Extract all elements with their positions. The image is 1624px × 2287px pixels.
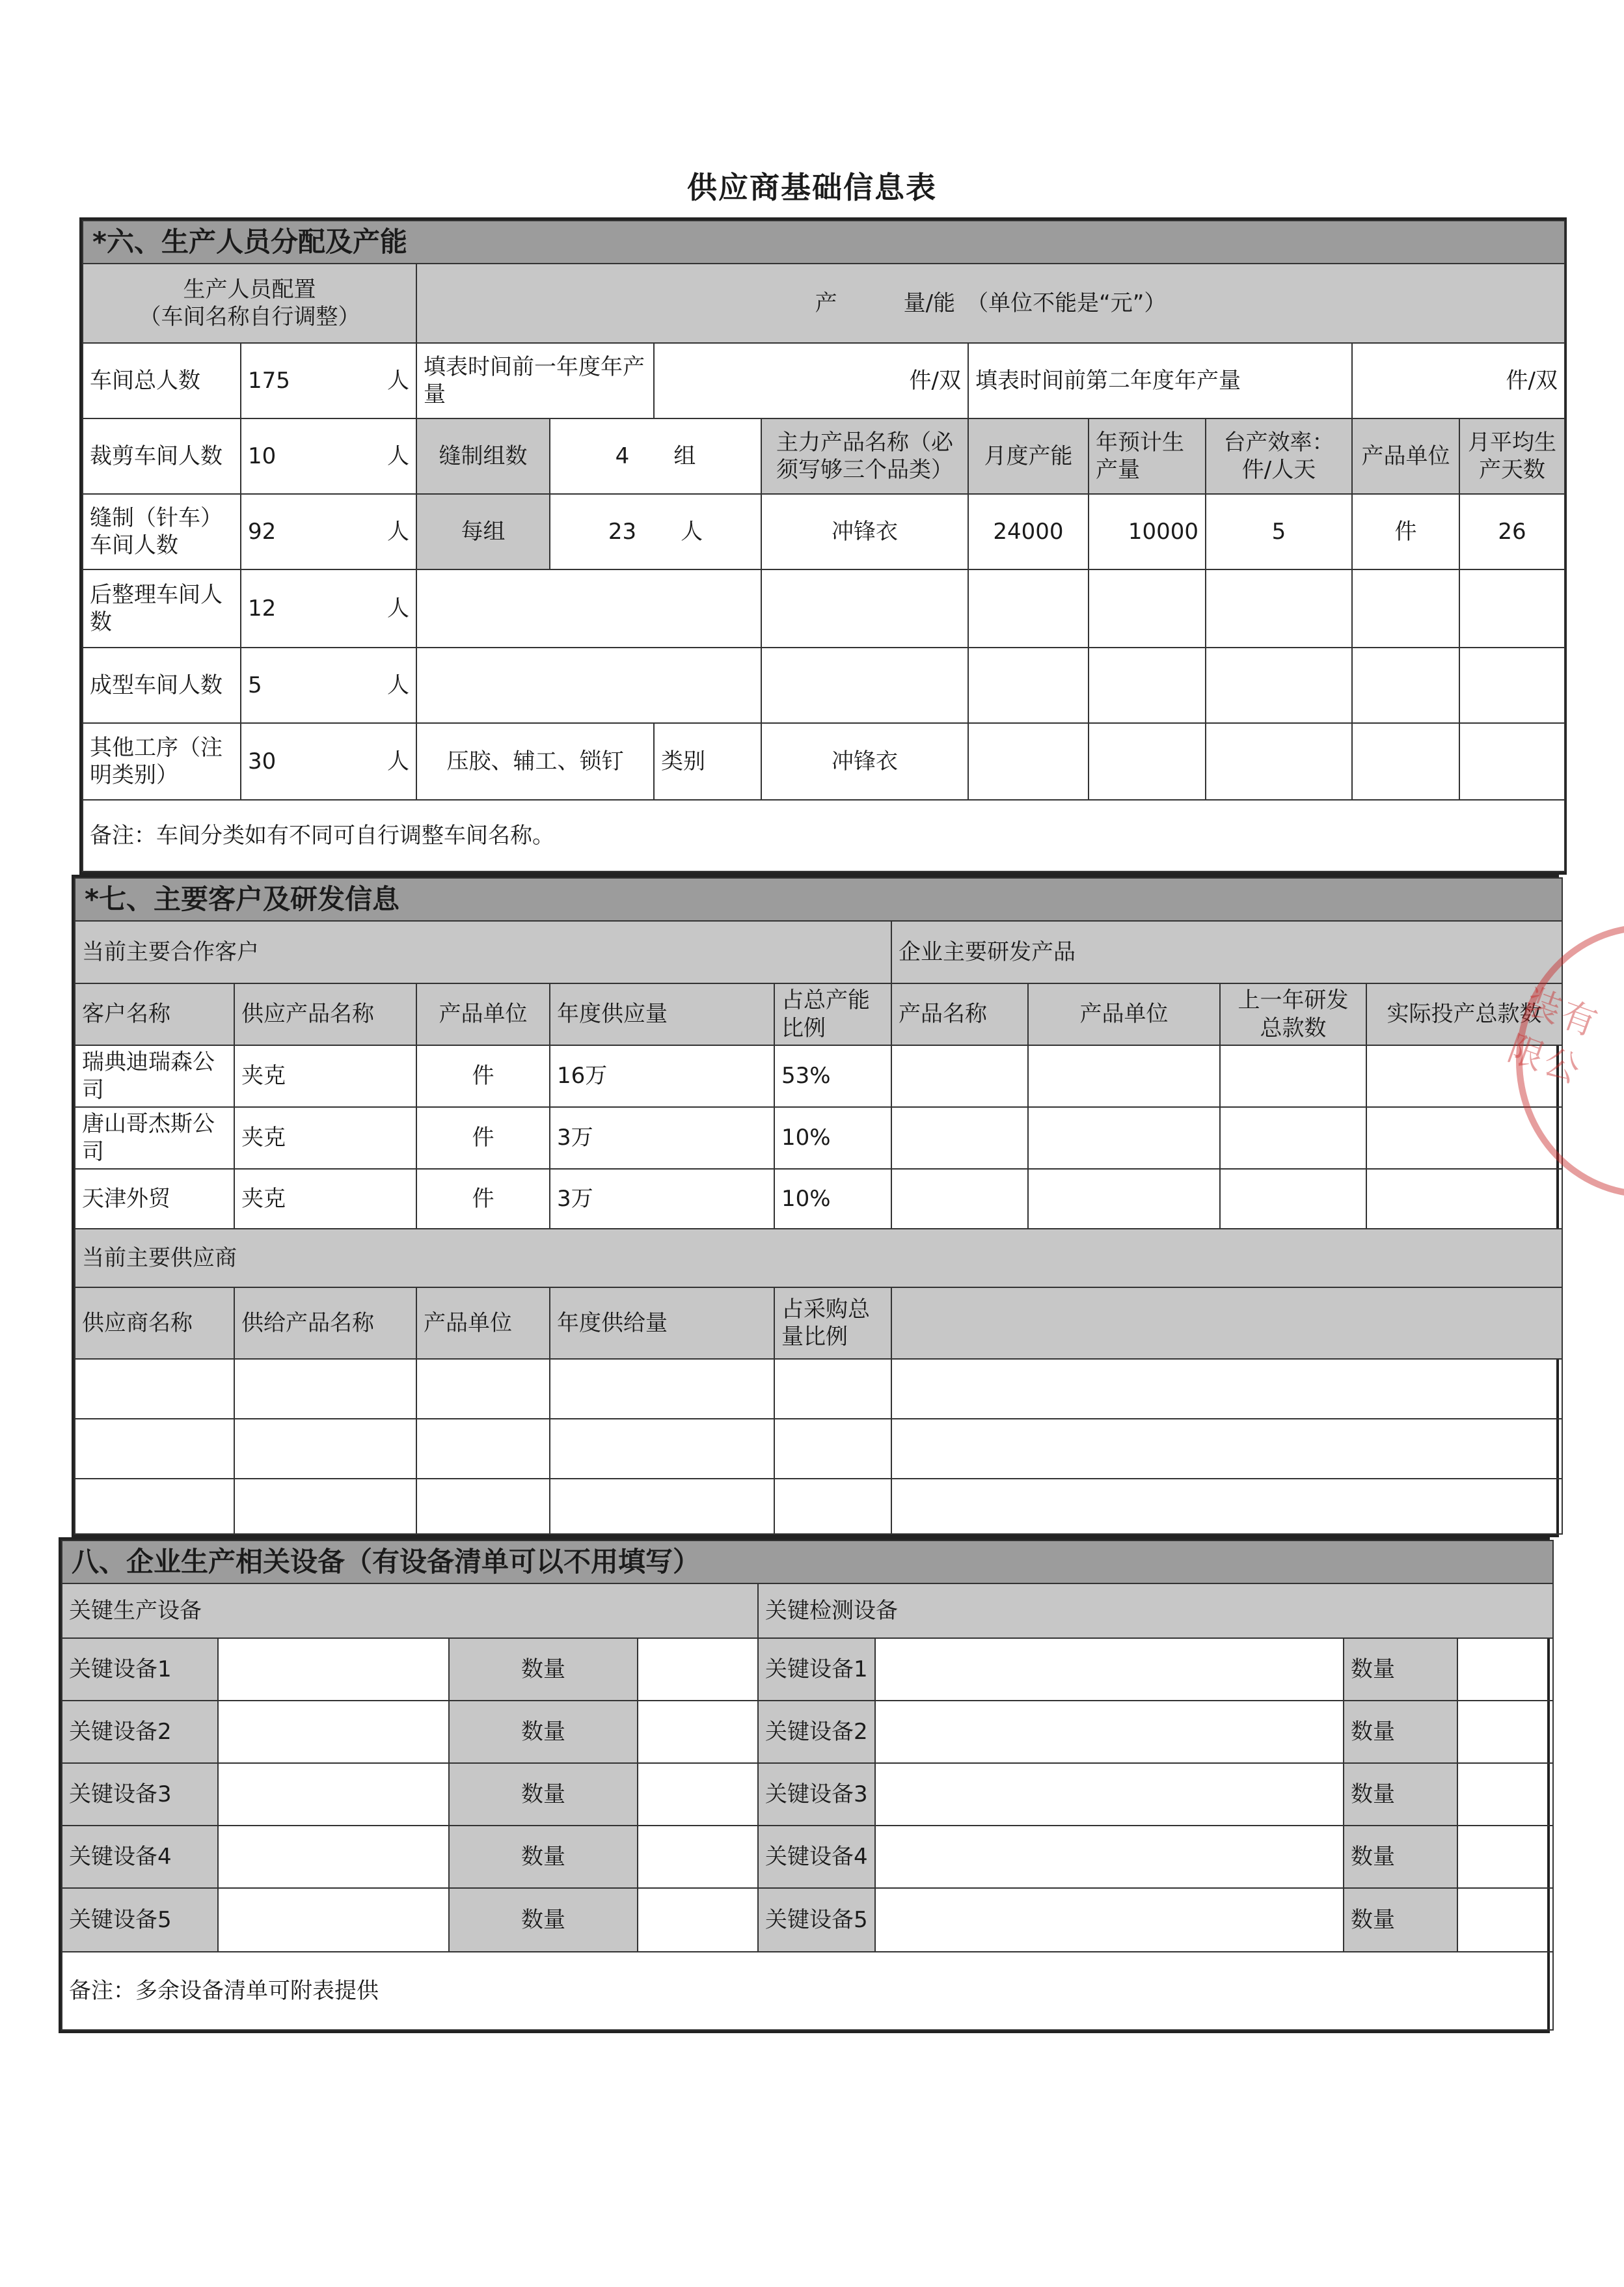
rd-col-produced: 实际投产总款数 bbox=[1366, 983, 1562, 1045]
total-staff-label: 车间总人数 bbox=[83, 343, 241, 418]
prod-device-input[interactable] bbox=[218, 1888, 449, 1952]
empty-cell[interactable] bbox=[1366, 1169, 1562, 1229]
product-unit-cell[interactable]: 件 bbox=[1352, 494, 1459, 569]
test-qty-input[interactable] bbox=[1457, 1826, 1553, 1888]
customer-product[interactable]: 夹克 bbox=[234, 1107, 416, 1169]
test-device-input[interactable] bbox=[875, 1701, 1344, 1763]
prod-qty-input[interactable] bbox=[638, 1701, 758, 1763]
rd-label: 企业主要研发产品 bbox=[891, 921, 1562, 983]
test-device-label: 关键设备1 bbox=[758, 1638, 875, 1701]
other-staff-value[interactable]: 30 人 bbox=[241, 723, 416, 800]
category-label: 类别 bbox=[654, 723, 761, 800]
test-device-label: 关键设备2 bbox=[758, 1701, 875, 1763]
section6-note: 备注：车间分类如有不同可自行调整车间名称。 bbox=[83, 800, 1565, 871]
prod-device-label: 关键设备2 bbox=[62, 1701, 218, 1763]
empty-cell[interactable] bbox=[1089, 648, 1206, 723]
cust-col-name: 客户名称 bbox=[75, 983, 234, 1045]
section8-header: 八、企业生产相关设备（有设备清单可以不用填写） bbox=[62, 1541, 1553, 1583]
empty-cell[interactable] bbox=[774, 1419, 891, 1479]
qty-label: 数量 bbox=[1344, 1888, 1457, 1952]
cust-col-product: 供应产品名称 bbox=[234, 983, 416, 1045]
finishing-staff-value[interactable]: 12 人 bbox=[241, 569, 416, 648]
other-process-cell[interactable]: 压胶、辅工、锁钉 bbox=[416, 723, 654, 800]
empty-cell[interactable] bbox=[891, 1479, 1562, 1534]
molding-staff-label: 成型车间人数 bbox=[83, 648, 241, 723]
empty-cell[interactable] bbox=[416, 1479, 550, 1534]
other-staff-label: 其他工序（注明类别） bbox=[83, 723, 241, 800]
sup-col-unit: 产品单位 bbox=[416, 1287, 550, 1359]
empty-cell[interactable] bbox=[968, 648, 1089, 723]
test-device-input[interactable] bbox=[875, 1888, 1344, 1952]
empty-cell[interactable] bbox=[1459, 723, 1565, 800]
prev2-year-label: 填表时间前第二年度年产量 bbox=[968, 343, 1352, 418]
empty-cell[interactable] bbox=[550, 1419, 774, 1479]
empty-cell[interactable] bbox=[891, 1107, 1028, 1169]
sup-blank-header bbox=[891, 1287, 1562, 1359]
qty-label: 数量 bbox=[1344, 1763, 1457, 1826]
prod-qty-input[interactable] bbox=[638, 1763, 758, 1826]
capacity-header: 产 量/能 （单位不能是“元”） bbox=[416, 264, 1565, 343]
test-device-label: 关键设备5 bbox=[758, 1888, 875, 1952]
test-device-input[interactable] bbox=[875, 1826, 1344, 1888]
empty-cell[interactable] bbox=[891, 1169, 1028, 1229]
staff-config-header: 生产人员配置 （车间名称自行调整） bbox=[83, 264, 416, 343]
empty-cell[interactable] bbox=[1220, 1045, 1366, 1107]
sewing-groups-value[interactable]: 4 组 bbox=[550, 418, 761, 494]
production-equipment-label: 关键生产设备 bbox=[62, 1583, 758, 1638]
avg-days-cell[interactable]: 26 bbox=[1459, 494, 1565, 569]
empty-cell[interactable] bbox=[1352, 723, 1459, 800]
table-row bbox=[75, 1479, 1562, 1534]
section-production-capacity bbox=[79, 217, 1567, 875]
customer-name[interactable]: 唐山哥杰斯公司 bbox=[75, 1107, 234, 1169]
empty-cell[interactable] bbox=[416, 569, 761, 648]
test-qty-input[interactable] bbox=[1457, 1888, 1553, 1952]
customer-ratio[interactable]: 53% bbox=[774, 1045, 891, 1107]
efficiency-header: 台产效率：件/人天 bbox=[1206, 418, 1352, 494]
rd-col-unit: 产品单位 bbox=[1028, 983, 1220, 1045]
customer-qty[interactable]: 16万 bbox=[550, 1045, 774, 1107]
total-staff-value[interactable]: 175 人 bbox=[241, 343, 416, 418]
cust-col-ratio: 占总产能比例 bbox=[774, 983, 891, 1045]
test-device-label: 关键设备4 bbox=[758, 1826, 875, 1888]
empty-cell[interactable] bbox=[1206, 648, 1352, 723]
customer-name[interactable]: 瑞典迪瑞森公司 bbox=[75, 1045, 234, 1107]
empty-cell[interactable] bbox=[75, 1479, 234, 1534]
customer-product[interactable]: 夹克 bbox=[234, 1045, 416, 1107]
seal-text: 装有限公 bbox=[1502, 980, 1605, 1092]
section7-header: *七、主要客户及研发信息 bbox=[75, 878, 1562, 921]
prod-device-label: 关键设备4 bbox=[62, 1826, 218, 1888]
empty-cell[interactable] bbox=[761, 648, 968, 723]
sup-col-product: 供给产品名称 bbox=[234, 1287, 416, 1359]
sewing-staff-label: 缝制（针车）车间人数 bbox=[83, 494, 241, 569]
empty-cell[interactable] bbox=[1220, 1169, 1366, 1229]
prod-device-label: 关键设备5 bbox=[62, 1888, 218, 1952]
empty-cell[interactable] bbox=[234, 1359, 416, 1419]
empty-cell[interactable] bbox=[1459, 648, 1565, 723]
empty-cell[interactable] bbox=[75, 1359, 234, 1419]
table-row bbox=[75, 1419, 1562, 1479]
rd-col-last-year: 上一年研发总款数 bbox=[1220, 983, 1366, 1045]
qty-label: 数量 bbox=[449, 1701, 638, 1763]
table-row bbox=[75, 1045, 1562, 1107]
qty-label: 数量 bbox=[1344, 1826, 1457, 1888]
qty-label: 数量 bbox=[449, 1638, 638, 1701]
empty-cell[interactable] bbox=[234, 1419, 416, 1479]
prev2-year-output[interactable]: 件/双 bbox=[1352, 343, 1565, 418]
empty-cell[interactable] bbox=[1352, 648, 1459, 723]
table-row bbox=[75, 1107, 1562, 1169]
avg-days-header: 月平均生产天数 bbox=[1459, 418, 1565, 494]
table-row bbox=[62, 1826, 1553, 1888]
sewing-staff-value[interactable]: 92 人 bbox=[241, 494, 416, 569]
table-row bbox=[75, 1359, 1562, 1419]
page-title: 供应商基础信息表 bbox=[687, 170, 937, 205]
section8-note: 备注：多余设备清单可附表提供 bbox=[62, 1952, 1553, 2030]
molding-staff-value[interactable]: 5 人 bbox=[241, 648, 416, 723]
empty-cell[interactable] bbox=[774, 1479, 891, 1534]
cutting-staff-label: 裁剪车间人数 bbox=[83, 418, 241, 494]
prod-device-input[interactable] bbox=[218, 1826, 449, 1888]
customer-ratio[interactable]: 10% bbox=[774, 1169, 891, 1229]
section-customers-rd bbox=[72, 875, 1559, 1537]
prod-device-label: 关键设备1 bbox=[62, 1638, 218, 1701]
monthly-capacity-header: 月度产能 bbox=[968, 418, 1089, 494]
efficiency-cell[interactable]: 5 bbox=[1206, 494, 1352, 569]
test-device-input[interactable] bbox=[875, 1763, 1344, 1826]
section-equipment bbox=[59, 1537, 1550, 2033]
sewing-groups-label: 缝制组数 bbox=[416, 418, 550, 494]
suppliers-label: 当前主要供应商 bbox=[75, 1229, 1562, 1287]
monthly-capacity-cell[interactable]: 24000 bbox=[968, 494, 1089, 569]
table-row bbox=[62, 1701, 1553, 1763]
prev-year-label: 填表时间前一年度年产量 bbox=[416, 343, 654, 418]
empty-cell[interactable] bbox=[1206, 723, 1352, 800]
empty-cell[interactable] bbox=[1089, 569, 1206, 648]
empty-cell[interactable] bbox=[968, 723, 1089, 800]
customer-qty[interactable]: 3万 bbox=[550, 1107, 774, 1169]
customer-product[interactable]: 夹克 bbox=[234, 1169, 416, 1229]
prod-device-input[interactable] bbox=[218, 1763, 449, 1826]
test-device-label: 关键设备3 bbox=[758, 1763, 875, 1826]
empty-cell[interactable] bbox=[891, 1045, 1028, 1107]
main-product-header: 主力产品名称（必须写够三个品类） bbox=[761, 418, 968, 494]
section6-header: *六、生产人员分配及产能 bbox=[83, 221, 1565, 264]
empty-cell[interactable] bbox=[75, 1419, 234, 1479]
table-row bbox=[62, 1638, 1553, 1701]
prod-qty-input[interactable] bbox=[638, 1638, 758, 1701]
customer-qty[interactable]: 3万 bbox=[550, 1169, 774, 1229]
product-name-cell[interactable]: 冲锋衣 bbox=[761, 494, 968, 569]
annual-output-cell[interactable]: 10000 bbox=[1089, 494, 1206, 569]
table-row bbox=[62, 1763, 1553, 1826]
empty-cell[interactable] bbox=[416, 648, 761, 723]
test-qty-input[interactable] bbox=[1457, 1701, 1553, 1763]
empty-cell[interactable] bbox=[1089, 723, 1206, 800]
customer-unit[interactable]: 件 bbox=[416, 1169, 550, 1229]
sup-col-qty: 年度供给量 bbox=[550, 1287, 774, 1359]
cust-col-qty: 年度供应量 bbox=[550, 983, 774, 1045]
qty-label: 数量 bbox=[1344, 1638, 1457, 1701]
category-product-cell[interactable]: 冲锋衣 bbox=[761, 723, 968, 800]
empty-cell[interactable] bbox=[891, 1419, 1562, 1479]
qty-label: 数量 bbox=[449, 1888, 638, 1952]
per-group-value[interactable]: 23 人 bbox=[550, 494, 761, 569]
empty-cell[interactable] bbox=[1028, 1107, 1220, 1169]
cutting-staff-value[interactable]: 10 人 bbox=[241, 418, 416, 494]
empty-cell[interactable] bbox=[550, 1359, 774, 1419]
empty-cell[interactable] bbox=[416, 1359, 550, 1419]
customer-ratio[interactable]: 10% bbox=[774, 1107, 891, 1169]
product-unit-header: 产品单位 bbox=[1352, 418, 1459, 494]
test-qty-input[interactable] bbox=[1457, 1638, 1553, 1701]
test-device-input[interactable] bbox=[875, 1638, 1344, 1701]
prod-qty-input[interactable] bbox=[638, 1826, 758, 1888]
empty-cell[interactable] bbox=[1028, 1169, 1220, 1229]
empty-cell[interactable] bbox=[774, 1359, 891, 1419]
customer-unit[interactable]: 件 bbox=[416, 1107, 550, 1169]
empty-cell[interactable] bbox=[234, 1479, 416, 1534]
sup-col-name: 供应商名称 bbox=[75, 1287, 234, 1359]
prod-device-label: 关键设备3 bbox=[62, 1763, 218, 1826]
annual-output-header: 年预计生产量 bbox=[1089, 418, 1206, 494]
finishing-staff-label: 后整理车间人数 bbox=[83, 569, 241, 648]
empty-cell[interactable] bbox=[550, 1479, 774, 1534]
qty-label: 数量 bbox=[449, 1763, 638, 1826]
customer-name[interactable]: 天津外贸 bbox=[75, 1169, 234, 1229]
prod-device-input[interactable] bbox=[218, 1638, 449, 1701]
qty-label: 数量 bbox=[449, 1826, 638, 1888]
test-qty-input[interactable] bbox=[1457, 1763, 1553, 1826]
rd-col-name: 产品名称 bbox=[891, 983, 1028, 1045]
prod-device-input[interactable] bbox=[218, 1701, 449, 1763]
empty-cell[interactable] bbox=[761, 569, 968, 648]
qty-label: 数量 bbox=[1344, 1701, 1457, 1763]
customers-label: 当前主要合作客户 bbox=[75, 921, 891, 983]
empty-cell[interactable] bbox=[416, 1419, 550, 1479]
empty-cell[interactable] bbox=[1206, 569, 1352, 648]
empty-cell[interactable] bbox=[1352, 569, 1459, 648]
cust-col-unit: 产品单位 bbox=[416, 983, 550, 1045]
prod-qty-input[interactable] bbox=[638, 1888, 758, 1952]
customer-unit[interactable]: 件 bbox=[416, 1045, 550, 1107]
table-row bbox=[75, 1169, 1562, 1229]
sup-col-ratio: 占采购总量比例 bbox=[774, 1287, 891, 1359]
per-group-label: 每组 bbox=[416, 494, 550, 569]
testing-equipment-label: 关键检测设备 bbox=[758, 1583, 1553, 1638]
empty-cell[interactable] bbox=[968, 569, 1089, 648]
empty-cell[interactable] bbox=[1028, 1045, 1220, 1107]
empty-cell[interactable] bbox=[1220, 1107, 1366, 1169]
empty-cell[interactable] bbox=[891, 1359, 1562, 1419]
empty-cell[interactable] bbox=[1459, 569, 1565, 648]
prev-year-output[interactable]: 件/双 bbox=[654, 343, 968, 418]
table-row bbox=[62, 1888, 1553, 1952]
